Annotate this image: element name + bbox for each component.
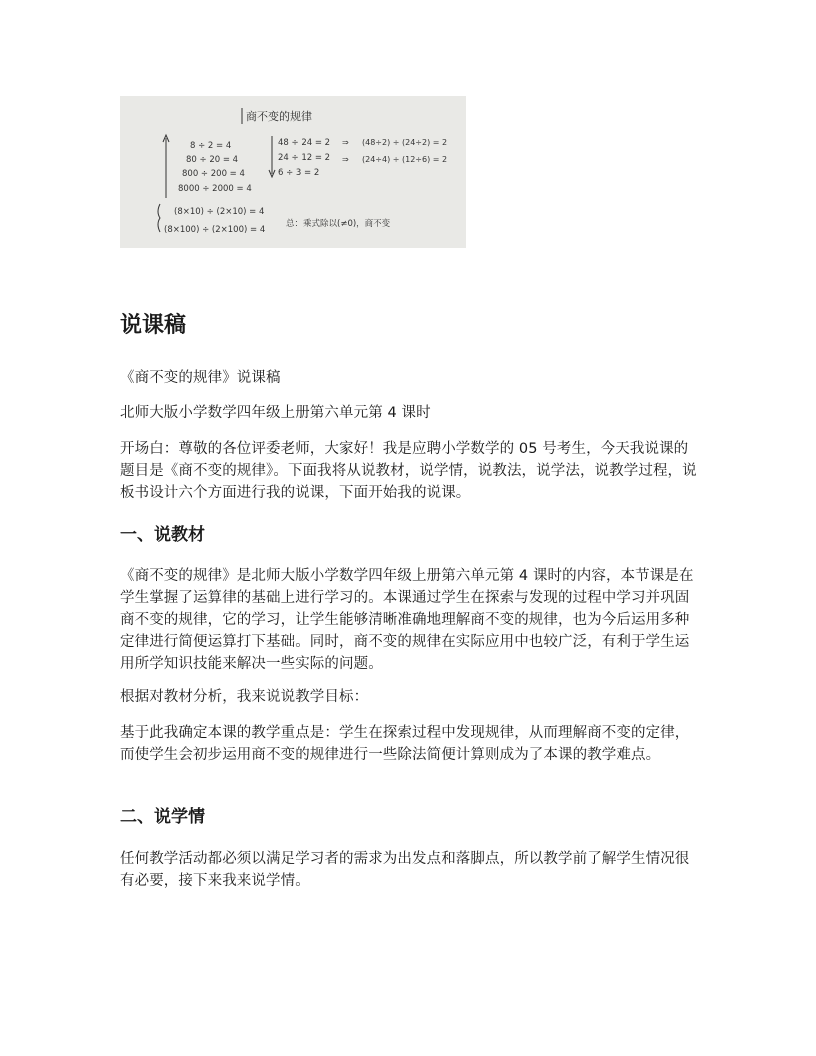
left-eq-6: (8×100) ÷ (2×100) = 4: [164, 225, 266, 235]
mid-eq-1: 48 ÷ 24 = 2: [278, 138, 331, 148]
paragraph-key-points: 基于此我确定本课的教学重点是：学生在探索过程中发现规律，从而理解商不变的定律，而使学生会初步运用商不变的规律进行一些除法简便计算则成为了本课的教学难点。: [120, 725, 690, 763]
document-title: 说课稿: [120, 313, 187, 338]
paragraph-opening: 开场白：尊敬的各位评委老师，大家好！我是应聘小学数学的 05 号考生，今天我说课的题目是《商不变的规律》。下面我将从说教材，说学情，说教法，说学法，说教学过程，说板书设计六个方面进行我的说课，下面开始我的说课。: [120, 441, 697, 501]
left-eq-5: (8×10) ÷ (2×10) = 4: [174, 207, 265, 217]
left-eq-4: 8000 ÷ 2000 = 4: [178, 184, 252, 194]
paragraph-student-situation: 任何教学活动都必须以满足学习者的需求为出发点和落脚点，所以教学前了解学生情况很有必要，接下来我来说学情。: [120, 851, 690, 889]
svg-text:⇒: ⇒: [342, 155, 349, 164]
left-eq-2: 80 ÷ 20 = 4: [186, 155, 239, 165]
paragraph-textbook-analysis: 《商不变的规律》是北师大版小学数学四年级上册第六单元第 4 课时的内容，本节课是在学生掌握了运算律的基础上进行学习的。本课通过学生在探索与发现的过程中学习并巩固商不变的规律，它的学习，让学生能够清晰准确地理解商不变的规律，也为今后运用多种定律进行简便运算打下基础。同时，商不变的规律在实际应用中也较广泛，有利于学生运用所学知识技能来解决一些实际的问题。: [120, 568, 694, 672]
paragraph-lesson-title: 《商不变的规律》说课稿: [120, 370, 281, 386]
right-eq-2: (24÷4) ÷ (12÷6) = 2: [362, 155, 448, 164]
paragraph-textbook-info: 北师大版小学数学四年级上册第六单元第 4 课时: [120, 405, 431, 421]
mid-eq-3: 6 ÷ 3 = 2: [278, 168, 320, 178]
handwritten-notes-photo: [120, 96, 466, 248]
left-eq-1: 8 ÷ 2 = 4: [190, 141, 232, 151]
photo-summary: 总：乘式除以(≠0)，商不变: [286, 219, 391, 229]
mid-eq-2: 24 ÷ 12 = 2: [278, 153, 331, 163]
svg-text:⇒: ⇒: [342, 138, 349, 147]
section-heading-textbook: 一、说教材: [120, 525, 205, 545]
paragraph-teaching-goals: 根据对教材分析，我来说说教学目标：: [120, 689, 369, 705]
left-eq-3: 800 ÷ 200 = 4: [182, 169, 245, 179]
section-heading-students: 二、说学情: [120, 807, 205, 827]
photo-title: 商不变的规律: [246, 110, 312, 123]
right-eq-1: (48÷2) ÷ (24÷2) = 2: [362, 138, 448, 147]
